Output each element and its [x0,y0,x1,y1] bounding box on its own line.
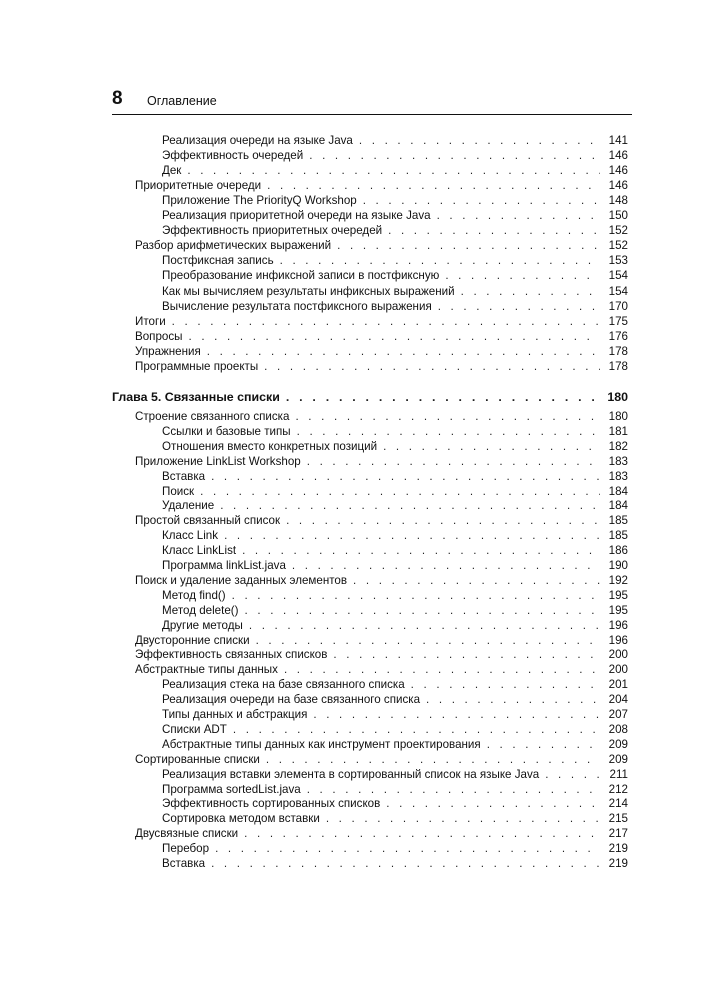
toc-entry-title: Типы данных и абстракция [162,708,308,721]
toc-entry-title: Удаление [162,499,215,513]
toc-entry-page: 183 [608,454,628,468]
toc-entry-title: Программа linkList.java [162,559,286,572]
toc-entry-title: Программные проекты [135,359,259,373]
toc-entry-page: 146 [608,179,628,193]
toc-entry-page: 214 [608,797,628,811]
toc-entry [162,208,628,223]
toc-entry-page: 200 [608,648,628,662]
dot-leader [220,498,600,513]
dot-leader [215,841,600,856]
toc-entry [162,856,628,871]
toc-entry [162,268,628,283]
dot-leader [388,223,600,238]
toc-entry [135,329,628,344]
dot-leader [242,543,600,558]
dot-leader [297,424,600,439]
toc-entry [135,513,628,528]
toc-entry [162,543,628,558]
dot-leader [307,454,600,469]
dot-leader [256,633,600,648]
toc-entry [162,588,628,603]
toc-entry-title: Реализация вставки элемента в сортированный список на языке Java [162,767,540,781]
toc-entry-page: 146 [608,164,628,178]
toc-entry-title: Приложение LinkList Workshop [135,454,301,468]
toc-entry [162,299,628,314]
dot-leader [363,193,600,208]
toc-entry [162,841,628,856]
toc-entry-title: Класс Link [162,529,219,543]
toc-entry-page: 209 [608,752,628,766]
dot-leader [286,390,600,405]
toc-entry [162,528,628,543]
dot-leader [280,253,600,268]
toc-entry-page: 184 [608,499,628,513]
toc-entry-page: 217 [608,827,628,841]
toc-entry-title: Абстрактные типы данных [135,663,278,677]
dot-leader [211,856,600,871]
toc-entry [162,677,628,692]
dot-leader [264,359,600,374]
toc-entry [162,767,628,782]
toc-entry-title: Программа sortedList.java [162,782,301,796]
dot-leader [233,722,600,737]
toc-entry-title: Класс LinkList [162,544,237,558]
running-header [112,88,632,112]
dot-leader [187,163,600,178]
toc-entry-title: Метод find() [162,588,226,602]
toc-entry [162,469,628,484]
toc-entry [162,133,628,148]
toc-entry [135,454,628,469]
running-title: Оглавление [147,94,217,108]
dot-leader [211,469,600,484]
toc-entry [162,498,628,513]
toc-entry-page: 185 [608,514,628,528]
toc-entry [162,148,628,163]
dot-leader [353,573,600,588]
toc-entry-title: Реализация очереди на языке Java [162,134,353,147]
toc-entry-title: Поиск [162,484,195,498]
dot-leader [438,299,600,314]
toc-entry-title: Приложение The PriorityQ Workshop [162,194,357,208]
toc-entry [135,409,628,424]
toc-entry-page: 146 [608,149,628,163]
toc-entry-title: Вставка [162,469,206,483]
dot-leader [386,796,600,811]
toc-entry-title: Сортировка методом вставки [162,812,320,826]
dot-leader [172,314,600,329]
toc-entry [162,484,628,499]
toc-entry-title: Строение связанного списка [135,410,290,423]
toc-entry-title: Реализация очереди на базе связанного списка [162,693,421,707]
toc-entry-page: 204 [608,693,628,707]
toc-entry-page: 150 [608,209,628,223]
dot-leader [292,558,600,573]
toc-entry-page: 178 [608,359,628,373]
toc-entry-page: 180 [607,390,628,404]
page-number: 8 [112,88,123,109]
toc-entry [162,603,628,618]
dot-leader [244,826,600,841]
toc-entry-title: Постфиксная запись [162,254,274,268]
toc-entry-page: 141 [608,134,628,147]
toc-entry-title: Дек [162,164,182,178]
toc-entry-page: 180 [608,410,628,423]
toc-entry [162,439,628,454]
toc-entry-page: 183 [608,469,628,483]
toc-entry [162,193,628,208]
toc-entry-title: Ссылки и базовые типы [162,424,291,438]
toc-entry-title: Эффективность связанных списков [135,648,328,662]
dot-leader [286,513,600,528]
dot-leader [245,603,600,618]
dot-leader [189,329,601,344]
toc-entry-page: 209 [608,737,628,751]
toc-entry-page: 148 [608,194,628,208]
toc-entry-title: Итоги [135,314,166,328]
toc-entry [162,163,628,178]
toc-entry-title: Другие методы [162,618,243,632]
toc-entry [162,558,628,573]
dot-leader [337,238,600,253]
dot-leader [232,588,600,603]
toc-entry-title: Разбор арифметических выражений [135,239,332,253]
toc-entry [162,722,628,737]
toc-entry [162,782,628,797]
toc-entry-page: 207 [608,708,628,721]
toc-entry-title: Вычисление результата постфиксного выражения [162,299,432,313]
toc-entry [162,618,628,633]
toc-entry [135,344,628,359]
toc-entry [135,178,628,193]
toc-entry [135,359,628,374]
dot-leader [487,737,600,752]
dot-leader [207,344,600,359]
dot-leader [224,528,600,543]
toc-entry-title: Как мы вычисляем результаты инфиксных выражений [162,284,455,298]
toc-entry-title: Преобразование инфиксной записи в постфиксную [162,269,440,283]
toc-entry-title: Абстрактные типы данных как инструмент проектирования [162,737,481,751]
toc-entry-title: Эффективность очередей [162,149,304,163]
toc-entry-page: 219 [608,857,628,870]
toc-entry-page: 175 [608,314,628,328]
toc-entry [162,707,628,722]
toc-entry-title: Сортированные списки [135,752,260,766]
toc-entry [162,223,628,238]
toc-entry-page: 190 [608,559,628,572]
toc-entry [135,238,628,253]
toc-entry-page: 186 [608,544,628,558]
toc-entry-title: Простой связанный список [135,514,281,528]
toc-entry-page: 176 [608,329,628,343]
toc-entry-page: 181 [608,424,628,438]
toc-entry [135,662,628,677]
toc-entry-page: 152 [608,224,628,238]
toc-entry-page: 195 [608,603,628,617]
toc-entry-page: 152 [608,239,628,253]
toc-entry-page: 153 [608,254,628,268]
toc-entry [162,284,628,299]
toc-entry-page: 178 [608,344,628,358]
toc-entry-page: 212 [608,782,628,796]
toc-entry-page: 154 [608,284,628,298]
toc-entry-title: Перебор [162,842,210,856]
dot-leader [545,767,600,782]
toc-entry [162,424,628,439]
toc-entry [135,633,628,648]
dot-leader [309,148,600,163]
toc-chapter [112,390,628,405]
header-rule [112,114,632,115]
toc-entry-page: 195 [608,588,628,602]
toc-entry [162,737,628,752]
toc-entry-title: Метод delete() [162,603,239,617]
toc-entry [135,647,628,662]
toc-entry-title: Глава 5. Связанные списки [112,390,280,404]
toc-entry-page: 192 [608,573,628,587]
toc-entry [135,752,628,767]
toc-entry-title: Приоритетные очереди [135,179,262,193]
toc-entry-page: 196 [608,633,628,647]
toc-entry-page: 196 [608,618,628,632]
dot-leader [284,662,600,677]
dot-leader [359,133,600,148]
toc-entry [162,253,628,268]
dot-leader [326,811,600,826]
toc-entry-title: Списки ADT [162,722,227,736]
toc-entry-page: 170 [608,299,628,313]
dot-leader [266,752,600,767]
toc-entry-page: 182 [608,439,628,453]
toc-entry-page: 201 [608,678,628,692]
toc-entry-title: Реализация стека на базе связанного списка [162,678,405,692]
toc-entry-page: 200 [608,663,628,677]
dot-leader [437,208,600,223]
toc-entry [162,811,628,826]
dot-leader [249,618,600,633]
toc-entry [162,796,628,811]
dot-leader [445,268,600,283]
toc-entry-title: Двусторонние списки [135,633,250,647]
dot-leader [333,647,600,662]
toc-entry-title: Эффективность сортированных списков [162,797,381,811]
toc-entry-title: Реализация приоритетной очереди на языке Java [162,209,431,223]
toc-entry-page: 208 [608,722,628,736]
dot-leader [267,178,600,193]
toc-entry [162,692,628,707]
toc-entry-page: 215 [608,812,628,826]
toc-entry-title: Эффективность приоритетных очередей [162,224,383,238]
toc-entry-title: Вставка [162,857,206,870]
dot-leader [426,692,600,707]
toc-entry-title: Поиск и удаление заданных элементов [135,573,348,587]
dot-leader [307,782,600,797]
dot-leader [383,439,600,454]
dot-leader [295,409,600,424]
toc-entry-title: Отношения вместо конкретных позиций [162,439,378,453]
toc-entry-page: 219 [608,842,628,856]
dot-leader [461,284,600,299]
toc-entry-page: 154 [608,269,628,283]
toc-entry [135,573,628,588]
toc-entry-page: 185 [608,529,628,543]
toc-entry [135,826,628,841]
dot-leader [200,484,600,499]
toc-entry-title: Двусвязные списки [135,827,239,841]
toc-entry-title: Упражнения [135,344,201,358]
dot-leader [411,677,600,692]
toc-entry-page: 184 [608,484,628,498]
dot-leader [313,707,600,722]
toc-entry [135,314,628,329]
toc-entry-title: Вопросы [135,329,183,343]
toc-entry-page: 211 [609,767,628,781]
